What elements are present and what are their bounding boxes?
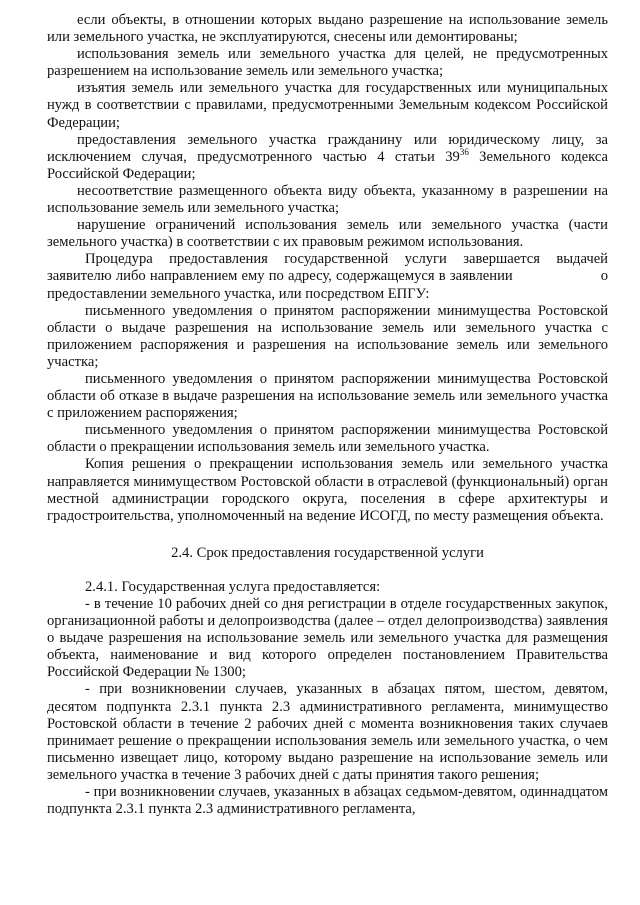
paragraph: использования земель или земельного участка для целей, не предусмотренных разрешением на использование земель или земельного участка; bbox=[47, 46, 608, 80]
paragraph-procedure bbox=[47, 251, 608, 302]
paragraph-notice: письменного уведомления о принятом распоряжении минимущества Ростовской области о выдаче разрешения на использование земель или земельного участка с приложением распоряжения и разрешения на использование земель или земельного участка; bbox=[47, 302, 608, 370]
paragraph: несоответствие размещенного объекта виду объекта, указанному в разрешении на использование земель или земельного участка; bbox=[47, 182, 608, 217]
paragraph-statute bbox=[47, 132, 608, 183]
paragraph-copy: Копия решения о прекращении использования земель или земельного участка направляется минимуществом Ростовской области в отраслевой (функциональный) орган местной администрации городского округа, поселения в сфере архитектуры и градостроительства, уполномоченный на ведение ИСОГД, по месту размещения объекта. bbox=[47, 456, 608, 524]
paragraph: 2.4.1. Государственная услуга предоставляется: bbox=[85, 578, 381, 595]
paragraph-notice: письменного уведомления о принятом распоряжении минимущества Ростовской области о прекращении использования земель или земельного участка. bbox=[47, 422, 608, 456]
paragraph: - при возникновении случаев, указанных в абзацах пятом, шестом, девятом, десятом подпункта 2.3.1 пункта 2.3 административного регламента, минимущество Ростовской области в течение 2 рабочих дней с момента возникновения таких случаев принимает решение о прекращении использования земель или земельного участка, о чем письменно извещает лицо, которому выдано разрешение на использование земель или земельного участка в течение 3 рабочих дней с даты принятия такого решения; bbox=[47, 681, 608, 783]
section-heading: 2.4. Срок предоставления государственной услуги bbox=[171, 544, 484, 561]
procedure-text-after: о предоставлении земельного участка, или посредством ЕПГУ: bbox=[47, 268, 608, 302]
paragraph-notice: письменного уведомления о принятом распоряжении минимущества Ростовской области об отказе в выдаче разрешения на использование земель или земельного участка с приложением распоряжения; bbox=[47, 370, 608, 422]
paragraph: - при возникновении случаев, указанных в абзацах седьмом-девятом, одиннадцатом подпункта 2.3.1 пункта 2.3 административного регламента, bbox=[47, 784, 608, 818]
statute-superscript: 36 bbox=[459, 146, 469, 157]
procedure-text-before: Процедура предоставления государственной услуги завершается выдачей заявителю либо направлением ему по адресу, содержащемуся в заявлении bbox=[47, 251, 608, 285]
paragraph: - в течение 10 рабочих дней со дня регистрации в отделе государственных закупок, организационной работы и делопроизводства (далее – отдел делопроизводства) заявления о выдаче разрешения на использование земель или земельного участка для размещения объекта, наименование и вид которого определен постановлением Правительства Российской Федерации № 1300; bbox=[47, 596, 608, 681]
paragraph: изъятия земель или земельного участка для государственных или муниципальных нужд в соответствии с правилами, предусмотренными Земельным кодексом Российской Федерации; bbox=[47, 80, 608, 131]
statute-text-after: Земельного кодекса Российской Федерации; bbox=[47, 148, 609, 182]
statute-text-before: предоставления земельного участка гражданину или юридическому лицу, за исключением случая, предусмотренного частью 4 статьи 39 bbox=[47, 131, 608, 165]
paragraph: если объекты, в отношении которых выдано разрешение на использование земель или земельного участка, не эксплуатируются, снесены или демонтированы; bbox=[47, 12, 608, 46]
paragraph: нарушение ограничений использования земель или земельного участка (части земельного участка) в соответствии с их правовым режимом использования. bbox=[47, 217, 608, 251]
